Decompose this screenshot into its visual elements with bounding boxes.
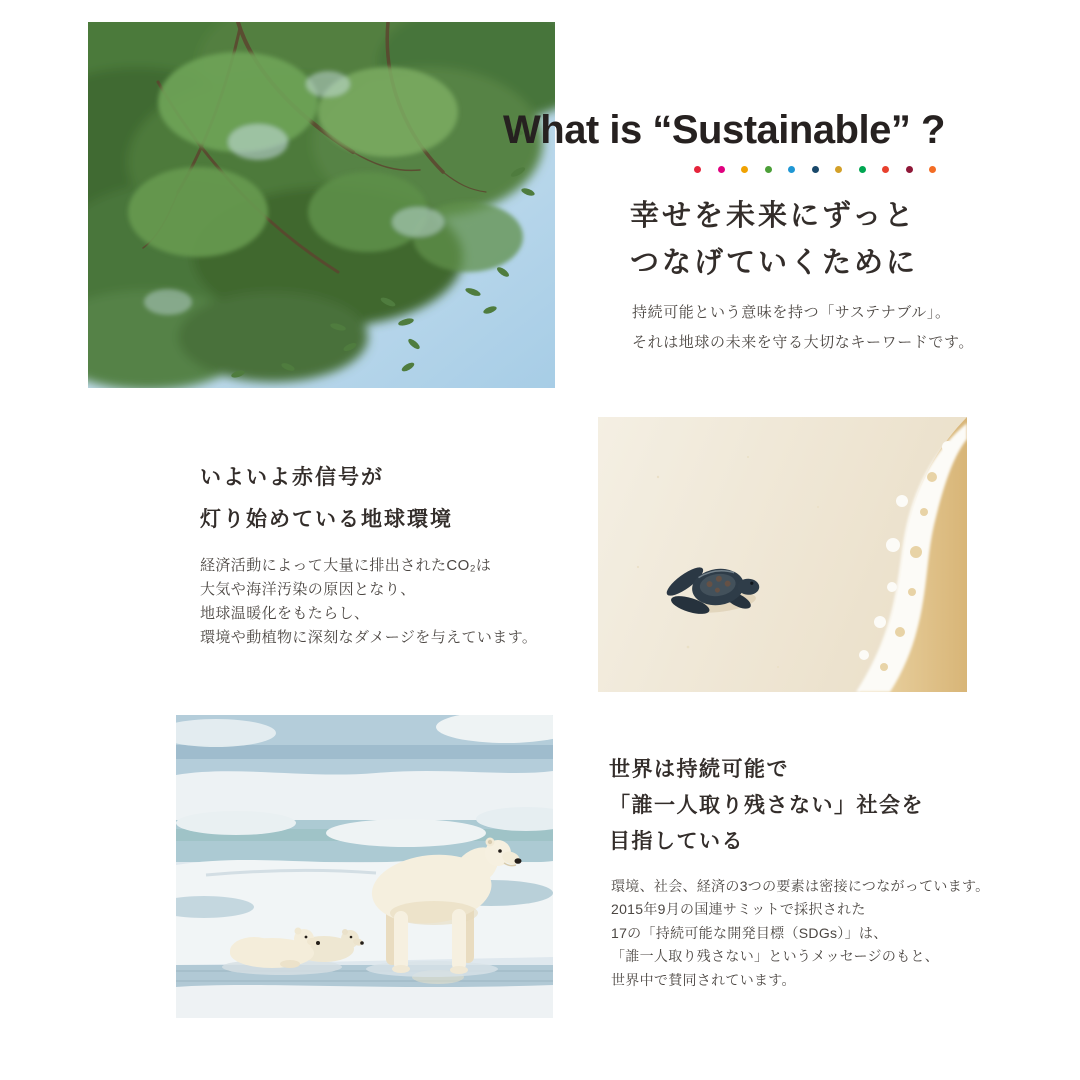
environment-heading-line: 灯り始めている地球環境 — [200, 508, 453, 531]
sea-turtle-photo — [598, 417, 967, 692]
sea-turtle-illustration — [598, 417, 967, 692]
sdgs-body — [611, 875, 989, 992]
sdg-dot — [788, 166, 795, 173]
sdg-dot — [929, 166, 936, 173]
sdg-dot — [694, 166, 701, 173]
sdgs-body-line: 2015年9月の国連サミットで採択された — [611, 901, 866, 918]
tree-canopy-photo — [88, 22, 555, 388]
environment-body-line: 環境や動植物に深刻なダメージを与えています。 — [200, 629, 538, 646]
environment-body-line: 経済活動によって大量に排出されたCO₂は — [200, 557, 492, 574]
sdg-dot — [882, 166, 889, 173]
intro-body — [632, 298, 974, 358]
tree-canopy-illustration — [88, 22, 555, 388]
sdg-color-dots — [694, 166, 936, 173]
sdgs-heading-line: 「誰一人取り残さない」社会を — [609, 794, 924, 817]
sdg-dot — [765, 166, 772, 173]
intro-heading-line: つなげていくために — [630, 247, 919, 279]
polar-bear-photo — [176, 715, 553, 1018]
page-title: What is “Sustainable” ? — [503, 108, 945, 152]
intro-heading — [630, 193, 918, 287]
sdgs-heading-line: 目指している — [609, 830, 744, 853]
sdg-dot — [859, 166, 866, 173]
sdg-dot — [835, 166, 842, 173]
environment-heading — [200, 457, 453, 541]
environment-body — [200, 554, 537, 650]
sdg-dot — [741, 166, 748, 173]
sdgs-body-line: 環境、社会、経済の3つの要素は密接につながっています。 — [611, 878, 990, 894]
intro-heading-line: 幸せを未来にずっと — [630, 200, 917, 232]
sdgs-body-line: 「誰一人取り残さない」というメッセージのもと、 — [611, 948, 940, 965]
intro-body-line: 持続可能という意味を持つ「サステナブル」。 — [632, 304, 951, 321]
sdgs-heading — [609, 752, 924, 860]
polar-bear-illustration — [176, 715, 553, 1018]
environment-body-line: 大気や海洋汚染の原因となり、 — [200, 581, 416, 598]
sdgs-body-line: 世界中で賛同されています。 — [611, 971, 796, 988]
environment-body-line: 地球温暖化をもたらし、 — [200, 605, 370, 622]
sdg-dot — [906, 166, 913, 173]
sdgs-body-line: 17の「持続可能な開発目標（SDGs）」は、 — [611, 924, 888, 941]
intro-body-line: それは地球の未来を守る大切なキーワードです。 — [632, 334, 975, 351]
sdg-dot — [812, 166, 819, 173]
sdgs-heading-line: 世界は持続可能で — [609, 758, 789, 781]
environment-heading-line: いよいよ赤信号が — [200, 466, 384, 489]
sdg-dot — [718, 166, 725, 173]
